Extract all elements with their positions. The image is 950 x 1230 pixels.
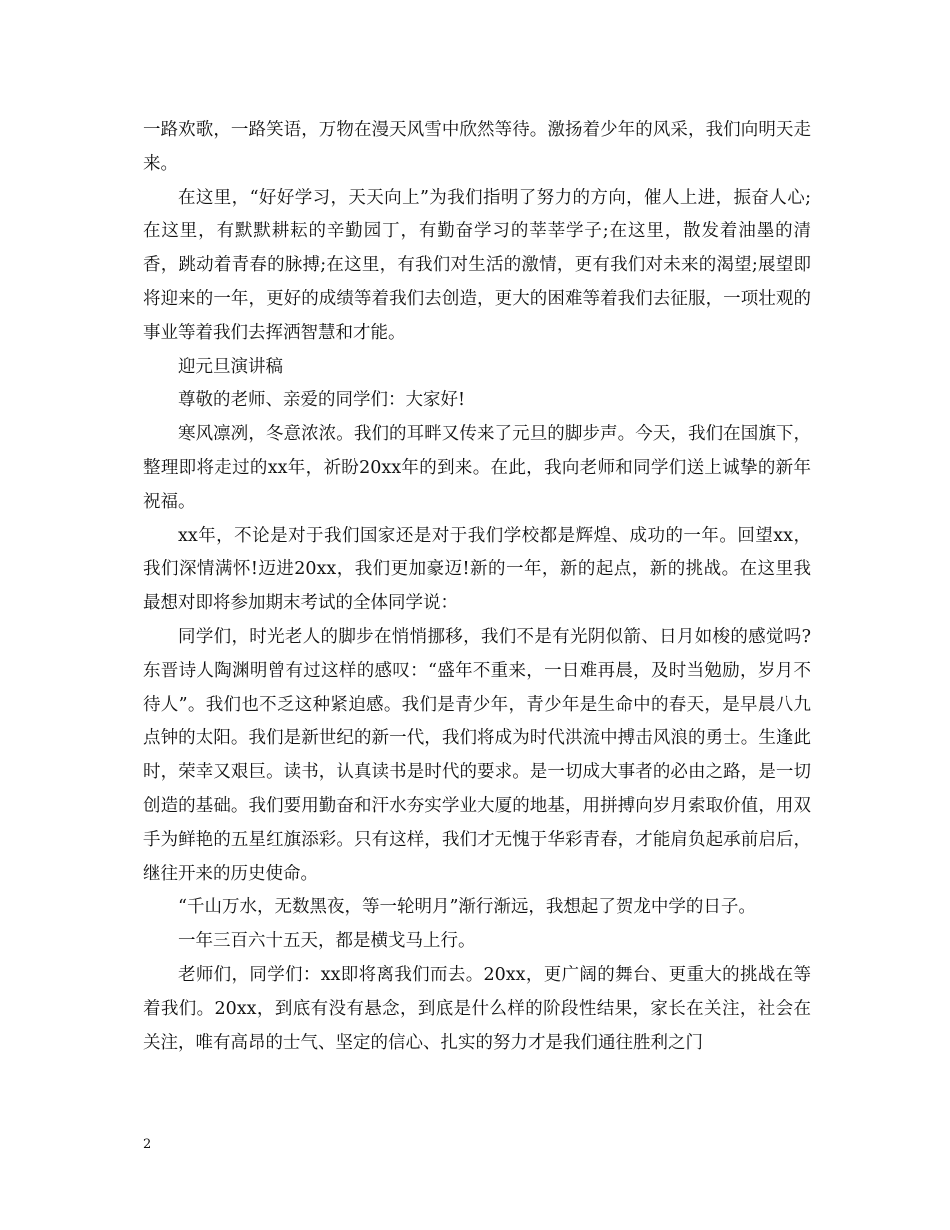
page-number: 2	[143, 1137, 152, 1152]
paragraph: 一路欢歌，一路笑语，万物在漫天风雪中欣然等待。激扬着少年的风采，我们向明天走来。	[143, 120, 811, 174]
section-title: 迎元旦演讲稿	[178, 356, 283, 377]
salutation: 尊敬的老师、亲爱的同学们：大家好!	[178, 390, 466, 411]
paragraph: 寒风凛冽，冬意浓浓。我们的耳畔又传来了元旦的脚步声。今天，我们在国旗下，整理即将走过的xx年，祈盼20xx年的到来。在此，我向老师和同学们送上诚挚的新年祝福。	[143, 424, 811, 512]
paragraph: xx年，不论是对于我们国家还是对于我们学校都是辉煌、成功的一年。回望xx，我们深情满怀!迈进20xx，我们更加豪迈!新的一年，新的起点，新的挑战。在这里我最想对即将参加期末考试的全体同学说：	[143, 525, 811, 614]
document-body	[143, 114, 811, 1060]
paragraph: 老师们，同学们：xx即将离我们而去。20xx，更广阔的舞台、更重大的挑战在等着我们。20xx，到底有没有悬念，到底是什么样的阶段性结果，家长在关注，社会在关注，唯有高昂的士气、坚定的信心、扎实的努力才是我们通往胜利之门	[143, 964, 811, 1053]
paragraph: 一年三百六十五天，都是横戈马上行。	[178, 931, 476, 952]
paragraph: 同学们，时光老人的脚步在悄悄挪移，我们不是有光阴似箭、日月如梭的感觉吗?东晋诗人陶渊明曾有过这样的感叹：“盛年不重来，一日难再晨，及时当勉励，岁月不待人”。我们也不乏这种紧迫感。我们是青少年，青少年是生命中的春天，是早晨八九点钟的太阳。我们是新世纪的新一代，我们将成为时代洪流中搏击风浪的勇士。生逢此时，荣幸又艰巨。读书，认真读书是时代的要求。是一切成大事者的必由之路，是一切创造的基础。我们要用勤奋和汗水夯实学业大厦的地基，用拼搏向岁月索取价值，用双手为鲜艳的五星红旗添彩。只有这样，我们才无愧于华彩青春，才能肩负起承前启后，继往开来的历史使命。	[143, 626, 811, 884]
paragraph: “千山万水，无数黑夜，等一轮明月”渐行渐远，我想起了贺龙中学的日子。	[178, 897, 756, 918]
paragraph: 在这里，“好好学习，天天向上”为我们指明了努力的方向，催人上进，振奋人心;在这里，有默默耕耘的辛勤园丁，有勤奋学习的莘莘学子;在这里，散发着油墨的清香，跳动着青春的脉搏;在这里，有我们对生活的激情，更有我们对未来的渴望;展望即将迎来的一年，更好的成绩等着我们去创造，更大的困难等着我们去征服，一项壮观的事业等着我们去挥洒智慧和才能。	[143, 187, 811, 343]
